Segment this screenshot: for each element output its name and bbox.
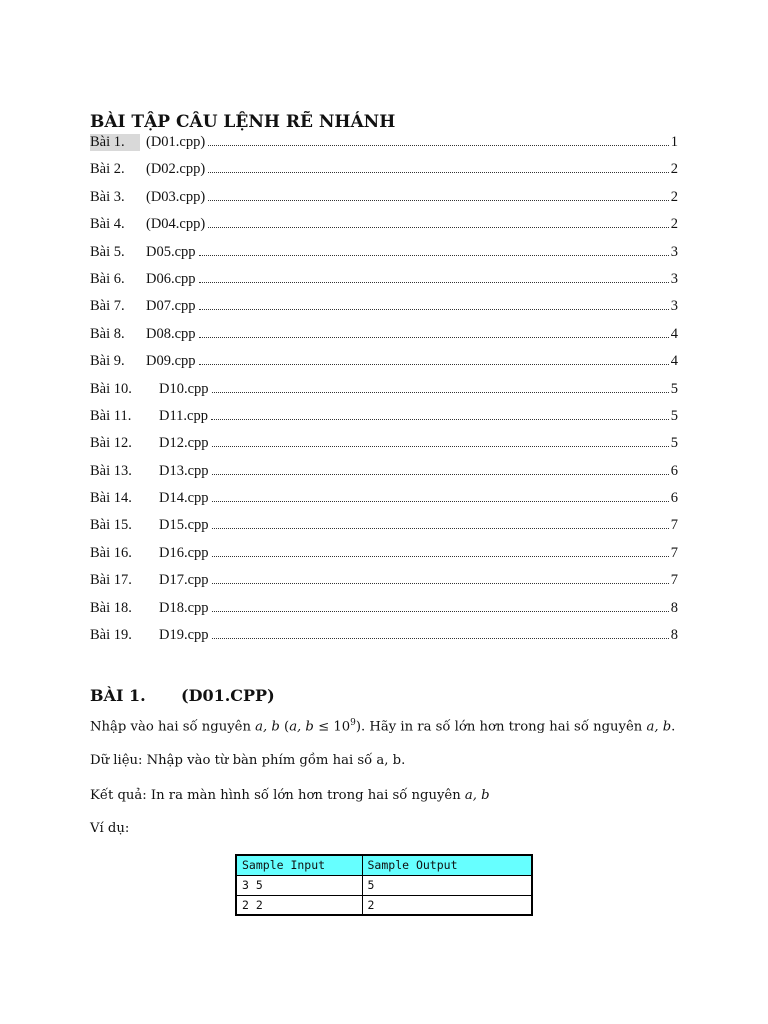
toc-entry[interactable] — [90, 545, 678, 572]
math-variables: a, b — [255, 719, 280, 735]
toc-entry-number: Bài 7. — [90, 298, 125, 315]
toc-entry-page: 5 — [670, 435, 678, 452]
toc-entry[interactable] — [90, 408, 678, 435]
toc-leader-dots — [199, 281, 669, 283]
toc-entry[interactable] — [90, 134, 678, 161]
toc-leader-dots — [212, 391, 669, 393]
output-description — [90, 788, 490, 803]
toc-entry-page: 2 — [670, 216, 678, 233]
toc-entry-number: Bài 14. — [90, 490, 132, 507]
table-header-row — [236, 855, 532, 875]
toc-leader-dots — [212, 555, 669, 557]
toc-entry[interactable] — [90, 600, 678, 627]
toc-leader-dots — [199, 336, 669, 338]
toc-leader-dots — [212, 637, 669, 639]
toc-entry-page: 3 — [670, 270, 678, 287]
toc-entry-number: Bài 4. — [90, 216, 125, 233]
toc-entry-page: 8 — [670, 627, 678, 644]
toc-entry[interactable] — [90, 189, 678, 216]
toc-entry-number: Bài 16. — [90, 544, 132, 561]
toc-entry[interactable] — [90, 381, 678, 408]
toc-entry-label: D11.cpp — [159, 407, 208, 424]
table-header-cell: Sample Input — [236, 855, 362, 875]
toc-entry-page: 3 — [670, 243, 678, 260]
toc-entry-label: D10.cpp — [159, 380, 209, 397]
input-description: Dữ liệu: Nhập vào từ bàn phím gồm hai số a, b. — [90, 753, 406, 768]
toc-entry-number: Bài 17. — [90, 572, 132, 589]
toc-entry-label: D09.cpp — [146, 353, 196, 370]
toc-entry-label: (D03.cpp) — [146, 188, 206, 205]
section-heading-number: BÀI 1. — [90, 686, 146, 705]
toc-entry[interactable] — [90, 161, 678, 188]
toc-entry-page: 1 — [670, 134, 678, 150]
statement-text: . — [671, 719, 676, 735]
math-exponent: 9 — [350, 718, 356, 728]
problem-statement — [90, 718, 675, 734]
toc-entry-number: Bài 12. — [90, 435, 132, 452]
table-row — [236, 875, 532, 895]
toc-entry-page: 2 — [670, 161, 678, 178]
toc-entry-label: D18.cpp — [159, 599, 209, 616]
toc-entry[interactable] — [90, 326, 678, 353]
toc-entry-page: 7 — [670, 572, 678, 589]
toc-entry-label: D19.cpp — [159, 627, 209, 644]
toc-leader-dots — [208, 199, 669, 201]
statement-text: ). Hãy in ra số lớn hơn trong hai số nguyên — [355, 719, 647, 735]
toc-entry-page: 6 — [670, 490, 678, 507]
toc-entry-number: Bài 1. — [90, 134, 140, 151]
table-cell: 3 5 — [236, 875, 362, 895]
toc-entry-page: 6 — [670, 462, 678, 479]
section-heading-label: (D01.CPP) — [181, 686, 275, 705]
toc-entry-label: D07.cpp — [146, 298, 196, 315]
toc-leader-dots — [212, 527, 669, 529]
sample-io-table — [235, 854, 533, 916]
toc-entry-label: D05.cpp — [146, 243, 196, 260]
table-cell: 5 — [362, 875, 532, 895]
document-title: BÀI TẬP CÂU LỆNH RẼ NHÁNH — [90, 112, 396, 132]
toc-entry-page: 5 — [670, 380, 678, 397]
table-header-cell: Sample Output — [362, 855, 532, 875]
toc-entry-label: D17.cpp — [159, 572, 209, 589]
toc-entry-label: (D01.cpp) — [146, 134, 206, 150]
table-cell: 2 — [362, 895, 532, 915]
toc-entry-label: D12.cpp — [159, 435, 209, 452]
math-variables: a, b — [646, 719, 672, 735]
toc-leader-dots — [212, 445, 669, 447]
toc-entry-label: D15.cpp — [159, 517, 209, 534]
toc-entry-number: Bài 13. — [90, 462, 132, 479]
toc-leader-dots — [211, 418, 669, 420]
toc-leader-dots — [212, 500, 669, 502]
toc-entry[interactable] — [90, 463, 678, 490]
toc-entry-page: 4 — [670, 325, 678, 342]
toc-entry-number: Bài 18. — [90, 599, 132, 616]
toc-entry-label: D06.cpp — [146, 270, 196, 287]
toc-entry-number: Bài 2. — [90, 161, 125, 178]
toc-entry[interactable] — [90, 517, 678, 544]
toc-entry-number: Bài 11. — [90, 407, 132, 424]
toc-entry[interactable] — [90, 572, 678, 599]
toc-leader-dots — [208, 226, 669, 228]
toc-entry-label: D14.cpp — [159, 490, 209, 507]
toc-entry-page: 8 — [670, 599, 678, 616]
toc-entry-label: D13.cpp — [159, 462, 209, 479]
toc-leader-dots — [208, 144, 669, 146]
toc-entry-page: 3 — [670, 298, 678, 315]
toc-entry[interactable] — [90, 490, 678, 517]
toc-entry-page: 4 — [670, 353, 678, 370]
statement-text: ( — [279, 719, 290, 735]
toc-entry-label: D08.cpp — [146, 325, 196, 342]
toc-entry-page: 2 — [670, 188, 678, 205]
toc-entry[interactable] — [90, 435, 678, 462]
toc-entry[interactable] — [90, 353, 678, 380]
toc-entry[interactable] — [90, 627, 678, 654]
toc-entry-page: 5 — [670, 407, 678, 424]
table-row — [236, 895, 532, 915]
toc-leader-dots — [212, 610, 669, 612]
toc-entry-number: Bài 5. — [90, 243, 125, 260]
table-of-contents — [90, 134, 678, 654]
example-label: Ví dụ: — [90, 821, 130, 836]
toc-leader-dots — [212, 473, 669, 475]
math-variables: a, b — [464, 788, 490, 803]
statement-text: Kết quả: In ra màn hình số lớn hơn trong hai số nguyên — [90, 788, 465, 803]
math-variables: a, b — [289, 719, 314, 735]
toc-entry-number: Bài 8. — [90, 325, 125, 342]
toc-entry-number: Bài 15. — [90, 517, 132, 534]
toc-entry-number: Bài 19. — [90, 627, 132, 644]
toc-leader-dots — [199, 308, 669, 310]
toc-entry[interactable] — [90, 244, 678, 271]
toc-entry-page: 7 — [670, 544, 678, 561]
toc-entry[interactable] — [90, 216, 678, 243]
section-heading — [90, 686, 275, 705]
statement-text: Nhập vào hai số nguyên — [90, 719, 256, 735]
toc-leader-dots — [212, 582, 669, 584]
toc-entry[interactable] — [90, 271, 678, 298]
toc-leader-dots — [199, 254, 669, 256]
toc-entry-number: Bài 9. — [90, 353, 125, 370]
toc-entry[interactable] — [90, 298, 678, 325]
toc-entry-number: Bài 10. — [90, 380, 132, 397]
toc-entry-number: Bài 6. — [90, 270, 125, 287]
toc-entry-label: (D04.cpp) — [146, 216, 206, 233]
toc-leader-dots — [208, 171, 669, 173]
toc-entry-label: (D02.cpp) — [146, 161, 206, 178]
toc-entry-label: D16.cpp — [159, 544, 209, 561]
toc-entry-page: 7 — [670, 517, 678, 534]
toc-entry-number: Bài 3. — [90, 188, 125, 205]
math-operator: ≤ 10 — [313, 719, 351, 735]
table-cell: 2 2 — [236, 895, 362, 915]
toc-leader-dots — [199, 363, 669, 365]
